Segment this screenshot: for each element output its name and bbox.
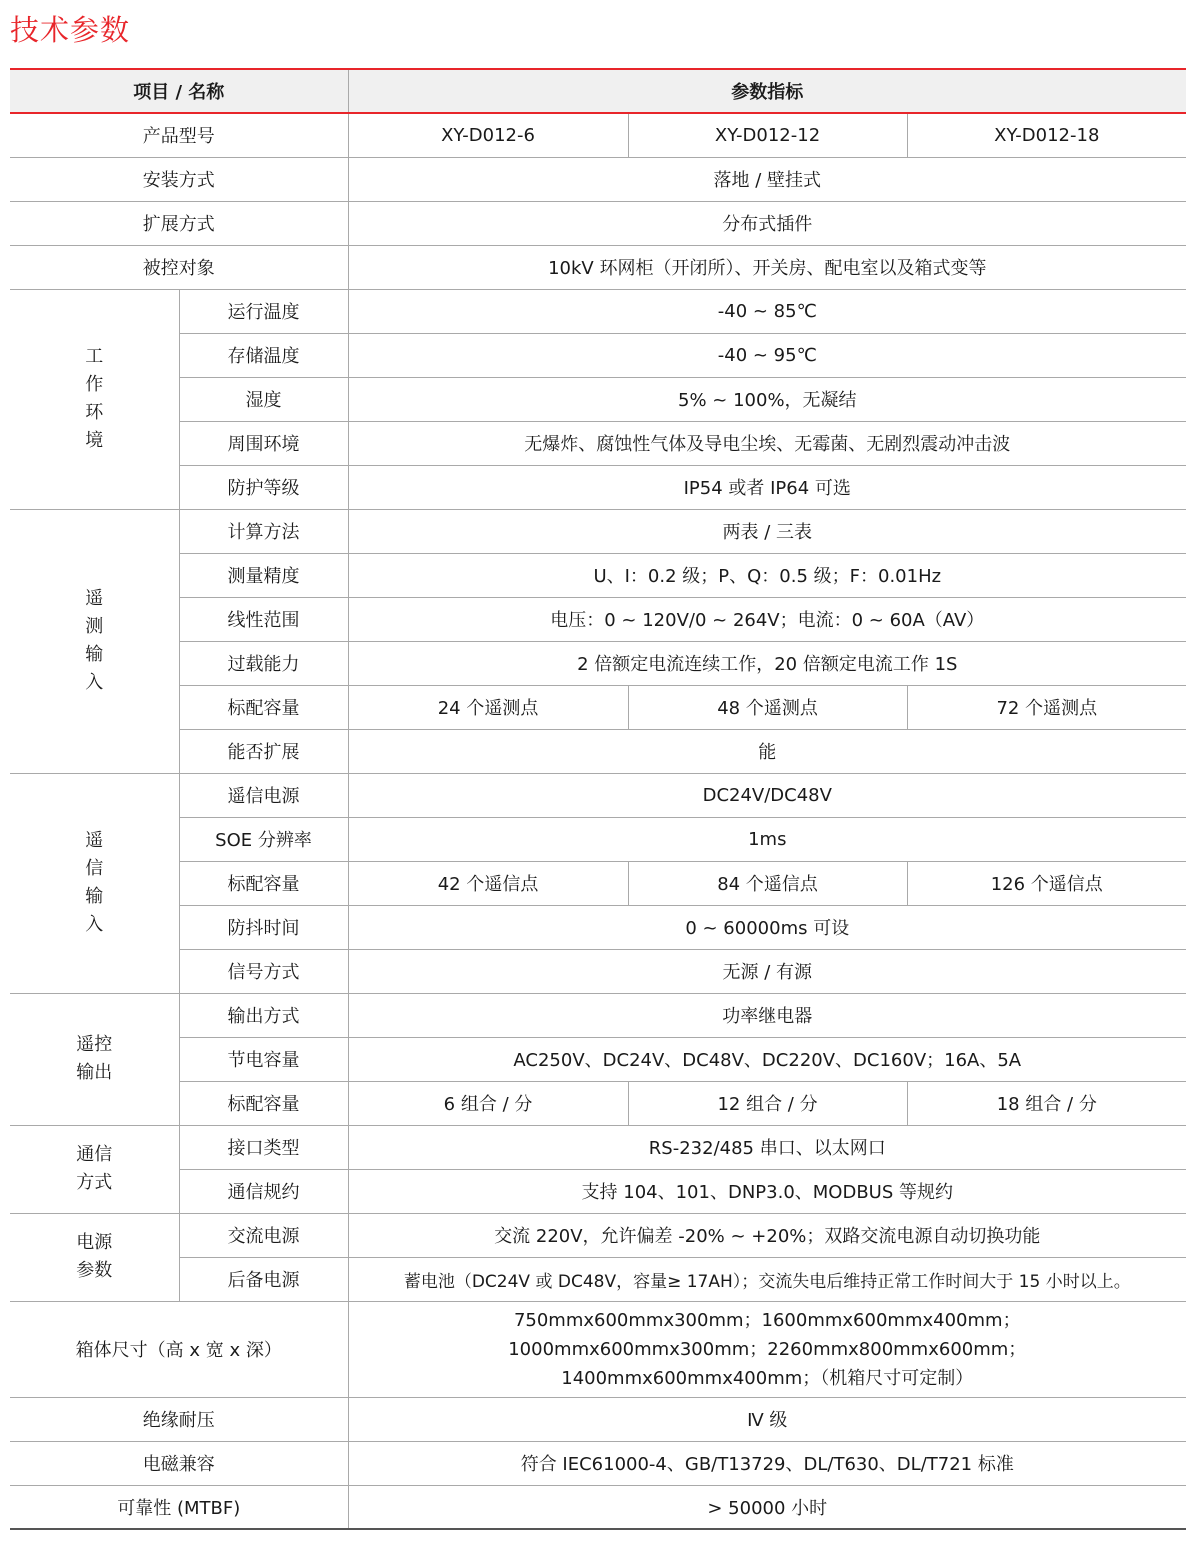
cell-value-size: 750mmx600mmx300mm；1600mmx600mmx400mm； 1000mmx600mmx300mm；2260mmx800mmx600mm； 1400mmx600mmx400mm；（机箱尺寸可定制） xyxy=(348,1301,1186,1397)
table-row xyxy=(10,949,1186,993)
table-row xyxy=(10,465,1186,509)
row-label: 运行温度 xyxy=(179,289,348,333)
group-label-telemetry: 遥 测 输 入 xyxy=(10,509,179,773)
cell-value: 能 xyxy=(348,729,1186,773)
page-title: 技术参数 xyxy=(10,13,131,47)
table-row xyxy=(10,905,1186,949)
row-label: 安装方式 xyxy=(10,157,348,201)
table-row xyxy=(10,1125,1186,1169)
cell-value: 2 倍额定电流连续工作，20 倍额定电流工作 1S xyxy=(348,641,1186,685)
cell-value: 42 个遥信点 xyxy=(348,861,628,905)
table-row xyxy=(10,1441,1186,1485)
cell-value: Ⅳ 级 xyxy=(348,1397,1186,1441)
row-label: 交流电源 xyxy=(179,1213,348,1257)
table-row xyxy=(10,201,1186,245)
table-row xyxy=(10,509,1186,553)
row-label: 节电容量 xyxy=(179,1037,348,1081)
table-row xyxy=(10,1169,1186,1213)
cell-value: U、I：0.2 级；P、Q：0.5 级；F：0.01Hz xyxy=(348,553,1186,597)
cell-value: 两表 / 三表 xyxy=(348,509,1186,553)
row-label: 周围环境 xyxy=(179,421,348,465)
row-label: 测量精度 xyxy=(179,553,348,597)
cell-value: 无源 / 有源 xyxy=(348,949,1186,993)
row-label: 绝缘耐压 xyxy=(10,1397,348,1441)
cell-value: 落地 / 壁挂式 xyxy=(348,157,1186,201)
row-label: 标配容量 xyxy=(179,685,348,729)
row-label: 通信规约 xyxy=(179,1169,348,1213)
row-label: 可靠性 (MTBF) xyxy=(10,1485,348,1529)
table-row xyxy=(10,157,1186,201)
table-row xyxy=(10,553,1186,597)
cell-value: 交流 220V，允许偏差 -20% ~ +20%；双路交流电源自动切换功能 xyxy=(348,1213,1186,1257)
header-item: 项目 / 名称 xyxy=(10,69,348,113)
group-label-telesignal: 遥 信 输 入 xyxy=(10,773,179,993)
table-row xyxy=(10,861,1186,905)
cell-value: XY-D012-12 xyxy=(628,113,907,157)
cell-value: 6 组合 / 分 xyxy=(348,1081,628,1125)
row-label: 计算方法 xyxy=(179,509,348,553)
group-label-comm: 通信 方式 xyxy=(10,1125,179,1213)
cell-value: XY-D012-18 xyxy=(907,113,1186,157)
table-row xyxy=(10,289,1186,333)
table-row xyxy=(10,641,1186,685)
row-label: SOE 分辨率 xyxy=(179,817,348,861)
row-label: 后备电源 xyxy=(179,1257,348,1301)
group-label-power: 电源 参数 xyxy=(10,1213,179,1301)
cell-value: 48 个遥测点 xyxy=(628,685,907,729)
cell-value: AC250V、DC24V、DC48V、DC220V、DC160V；16A、5A xyxy=(348,1037,1186,1081)
table-row xyxy=(10,773,1186,817)
table-row xyxy=(10,1397,1186,1441)
row-label: 电磁兼容 xyxy=(10,1441,348,1485)
row-label: 存储温度 xyxy=(179,333,348,377)
cell-value: 无爆炸、腐蚀性气体及导电尘埃、无霉菌、无剧烈震动冲击波 xyxy=(348,421,1186,465)
cell-value: 24 个遥测点 xyxy=(348,685,628,729)
row-label: 被控对象 xyxy=(10,245,348,289)
table-row xyxy=(10,1257,1186,1301)
row-label: 防抖时间 xyxy=(179,905,348,949)
cell-value: DC24V/DC48V xyxy=(348,773,1186,817)
table-row xyxy=(10,1301,1186,1397)
cell-value: XY-D012-6 xyxy=(348,113,628,157)
group-label-telecontrol: 遥控 输出 xyxy=(10,993,179,1125)
cell-value: 84 个遥信点 xyxy=(628,861,907,905)
table-row xyxy=(10,113,1186,157)
row-label: 能否扩展 xyxy=(179,729,348,773)
cell-value: -40 ~ 95℃ xyxy=(348,333,1186,377)
cell-value: 1ms xyxy=(348,817,1186,861)
table-row xyxy=(10,685,1186,729)
row-label: 标配容量 xyxy=(179,861,348,905)
table-row xyxy=(10,377,1186,421)
cell-value: 72 个遥测点 xyxy=(907,685,1186,729)
table-row xyxy=(10,245,1186,289)
table-row xyxy=(10,421,1186,465)
spec-table xyxy=(10,68,1186,1530)
cell-value: 符合 IEC61000-4、GB/T13729、DL/T630、DL/T721 标准 xyxy=(348,1441,1186,1485)
cell-value: IP54 或者 IP64 可选 xyxy=(348,465,1186,509)
table-row xyxy=(10,1081,1186,1125)
cell-value: RS-232/485 串口、以太网口 xyxy=(348,1125,1186,1169)
row-label: 箱体尺寸（高 x 宽 x 深） xyxy=(10,1301,348,1397)
row-label: 标配容量 xyxy=(179,1081,348,1125)
table-row xyxy=(10,597,1186,641)
cell-value: 分布式插件 xyxy=(348,201,1186,245)
header-row xyxy=(10,69,1186,113)
cell-value: 0 ~ 60000ms 可设 xyxy=(348,905,1186,949)
cell-value: 功率继电器 xyxy=(348,993,1186,1037)
group-label-environment: 工 作 环 境 xyxy=(10,289,179,509)
row-label: 湿度 xyxy=(179,377,348,421)
cell-value: 10kV 环网柜（开闭所）、开关房、配电室以及箱式变等 xyxy=(348,245,1186,289)
cell-value: -40 ~ 85℃ xyxy=(348,289,1186,333)
row-label: 输出方式 xyxy=(179,993,348,1037)
cell-value: 12 组合 / 分 xyxy=(628,1081,907,1125)
table-row xyxy=(10,729,1186,773)
row-label: 接口类型 xyxy=(179,1125,348,1169)
header-param: 参数指标 xyxy=(348,69,1186,113)
row-label: 过载能力 xyxy=(179,641,348,685)
row-label: 扩展方式 xyxy=(10,201,348,245)
table-row xyxy=(10,817,1186,861)
table-row xyxy=(10,1037,1186,1081)
cell-value: 电压：0 ~ 120V/0 ~ 264V；电流：0 ~ 60A（AV） xyxy=(348,597,1186,641)
cell-value: 126 个遥信点 xyxy=(907,861,1186,905)
table-row xyxy=(10,1485,1186,1529)
row-label: 遥信电源 xyxy=(179,773,348,817)
table-row xyxy=(10,333,1186,377)
row-label: 线性范围 xyxy=(179,597,348,641)
cell-value: 支持 104、101、DNP3.0、MODBUS 等规约 xyxy=(348,1169,1186,1213)
cell-value: > 50000 小时 xyxy=(348,1485,1186,1529)
row-label: 防护等级 xyxy=(179,465,348,509)
row-label: 产品型号 xyxy=(10,113,348,157)
cell-value: 18 组合 / 分 xyxy=(907,1081,1186,1125)
row-label: 信号方式 xyxy=(179,949,348,993)
table-row xyxy=(10,1213,1186,1257)
table-row xyxy=(10,993,1186,1037)
cell-value: 蓄电池（DC24V 或 DC48V，容量≥ 17AH）；交流失电后维持正常工作时间大于 15 小时以上。 xyxy=(348,1257,1186,1301)
cell-value: 5% ~ 100%，无凝结 xyxy=(348,377,1186,421)
